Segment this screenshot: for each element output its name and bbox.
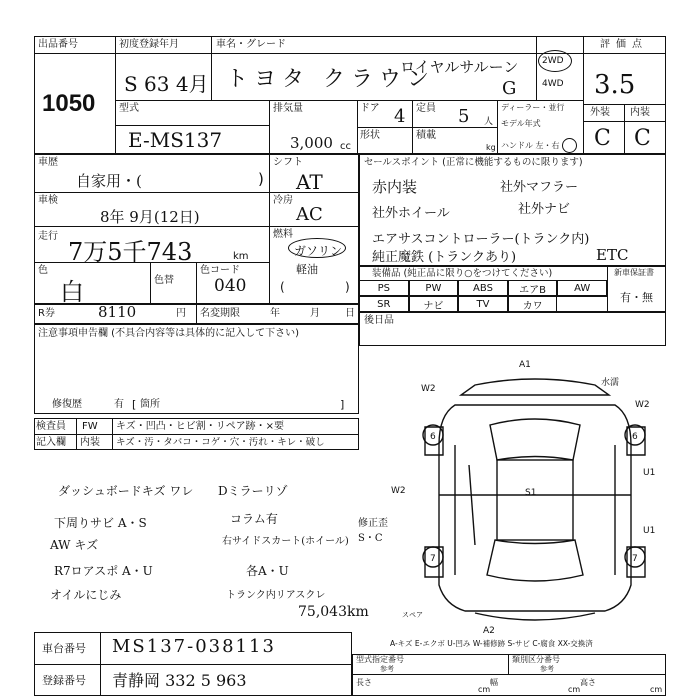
divider [269,154,270,304]
note-mileage: 75,043km [298,604,369,620]
equipment-item: PW [409,280,459,296]
divider [508,654,509,674]
model-value: E-MS137 [128,128,223,152]
model-label: 型式 [119,103,139,114]
shift-value: AT [296,170,323,194]
displacement-unit: cc [340,141,351,152]
repair-bracket: [ [132,398,137,411]
equipment-item: エアB [508,280,558,296]
model-year-label: モデル年式 [501,119,541,128]
equipment-item: ABS [458,280,508,296]
mark-7-left: 7 [430,554,436,564]
car-diagram [391,355,675,636]
roof [497,460,573,540]
equipment-item: TV [458,296,508,312]
lot-label: 出品番号 [38,39,78,50]
chassis-label: 車台番号 [42,642,86,655]
divider [624,104,625,154]
repair-value: 有 [114,399,124,410]
drive-circle [538,50,572,72]
mark-6-left: 6 [430,432,436,442]
rear-window [487,540,583,581]
equipment-item: カワ [508,296,558,312]
sales-item-muffler: 社外マフラー [500,180,579,195]
displacement-label: 排気量 [273,103,303,114]
divider [34,53,666,54]
interior-value: C [634,126,651,151]
divider [497,100,498,154]
sales-item-wheel: 社外ホイール [372,206,450,221]
car-outline-top [461,379,609,395]
name-change-label: 名変期限 [200,308,240,319]
history-close: ) [258,170,264,188]
mark-u1-a: U1 [643,468,656,478]
windshield [490,419,580,460]
divider [34,664,352,665]
type-spec-label: 型式指定番号 [356,655,404,664]
load-label: 積載 [416,130,436,141]
divider [269,100,270,154]
fuel-paren: ( [280,280,285,294]
history-value: 自家用・( [76,172,142,190]
mileage-unit: km [233,251,249,262]
note-rear-spoiler: R7ロアスポ A・U [54,564,153,578]
spare-label: スペア [402,611,423,619]
date-d: 日 [345,308,355,319]
inspection-value: 8年 9月(12日) [100,208,200,226]
mileage-value: 7万5千743 [68,238,193,266]
inspection-label: 車検 [38,195,58,206]
note-side: 修正歪 S・C [358,518,388,544]
note-oil: オイルにじみ [50,588,122,602]
mark-s1: S1 [525,488,537,498]
drive-4wd: 4WD [542,79,564,89]
divider [352,674,666,675]
rating-label: 評価点 [600,39,648,50]
load-unit: kg [486,143,496,152]
name-label: 車名・グレード [216,39,286,50]
note-trunk: トランク内リアスクレ [226,590,326,601]
divider [76,418,77,450]
divider [357,127,497,128]
width-unit: cm [568,685,581,694]
shift-label: シフト [273,157,303,168]
legend: A-キズ E-エクボ U-凹み W-補修跡 S-サビ C-腐食 XX-交換済 [390,639,593,648]
drive-2wd: 2WD [542,56,564,66]
mark-a1: A1 [519,360,531,370]
name-value: トヨタ クラウン [226,67,435,92]
history-label: 車歴 [38,157,58,168]
handle-label: ハンドル 左・右 [501,141,560,150]
height-label: 高さ [580,678,596,687]
shape-label: 形状 [360,130,380,141]
rating-value: 3.5 [594,70,636,100]
inspector-item-fw: FW [82,421,98,432]
divider [115,125,269,126]
divider [196,304,197,324]
displacement-value: 3,000 [290,134,333,152]
sales-label: セールスポイント (正常に機能するものに限ります) [364,157,583,168]
inspector-item-list: キズ・凹凸・ヒビ割・リペア跡・×要 [116,421,284,432]
sales-item-navi: 社外ナビ [518,202,571,217]
grade-value: ロイヤルサルーン [400,58,519,76]
mark-a2: A2 [483,626,495,636]
reg-value: 青静岡 332 5 963 [112,671,247,690]
rear-bumper [475,613,595,620]
repair-label: 修復歴 [52,399,82,410]
handle-right-circle [562,138,577,153]
equipment-item: SR [359,296,409,312]
date-y: 年 [270,308,280,319]
fuel-circle [288,238,346,258]
equipment-item: AW [557,280,607,296]
fuel-paren-close: ) [345,280,350,294]
sales-item-etc: ETC [596,246,629,264]
sales-item-genuine: 純正魔鉄 (トランクあり) [372,250,517,265]
ac-label: 冷房 [273,195,293,206]
exterior-label: 外装 [590,107,610,118]
capacity-value: 5 [458,106,470,127]
recycle-value: 8110 [98,303,137,321]
car-body [439,405,631,611]
mark-w2-b: W2 [635,400,650,410]
fuel-label: 燃料 [273,229,293,240]
dealer-label: ディーラー・並行 [501,103,565,112]
mark-w2-a: W2 [421,384,436,394]
divider [112,418,113,450]
divider [607,266,608,312]
capacity-unit: 人 [484,117,494,127]
divider [115,36,116,154]
chassis-value: MS137-038113 [112,636,276,657]
divider [115,100,583,101]
first-reg-label: 初度登録年月 [119,39,179,50]
divider [34,434,359,435]
recorder-item-interior: 内装 [80,437,100,448]
equipment-label: 装備品 (純正品に限り○をつけてください) [372,268,553,279]
doors-label: ドア [360,103,380,114]
equipment-item: PS [359,280,409,296]
note-underbody: 下周りサビ A・S [54,516,147,530]
fuel-value: ガソリン [294,244,343,258]
divider [211,36,212,100]
note-side-skirt: 右サイドスカート(ホイール) [222,536,349,547]
recorder-label: 記入欄 [36,437,66,448]
new-car-label: 新車保証書 [614,268,654,277]
ac-value: AC [296,204,323,225]
color-label: 色 [38,265,48,276]
reg-label: 登録番号 [42,674,86,687]
mark-7-right: 7 [632,554,638,564]
new-car-value: 有・無 [620,291,653,304]
divider [536,36,537,100]
height-unit: cm [650,685,663,694]
first-reg-value: S 63 4月 [124,72,209,96]
ref-2: 参考 [540,665,554,673]
width-label: 幅 [490,678,498,687]
backdate-frame [359,312,666,346]
repair-place: 箇所 [140,399,160,410]
sales-item-air-sus: エアサスコントローラー(トランク内) [372,232,590,247]
grade-g: G [502,78,517,99]
divider [100,632,101,696]
handwritten-notes [40,470,400,620]
divider [196,262,197,304]
divider [583,36,584,154]
note-dashboard: ダッシュボードキズ ワレ [58,484,194,498]
ref-1: 参考 [380,665,394,673]
color-code-value: 040 [214,276,247,296]
inspector-label: 検査員 [36,421,66,432]
note-each-au: 各A・U [246,564,289,578]
interior-label: 内装 [630,107,650,118]
fuel-light-oil: 軽油 [296,263,318,276]
note-column: コラム有 [230,512,278,526]
recycle-label: R券 [38,308,55,319]
length-label: 長さ [356,678,372,687]
backdate-label: 後日品 [364,315,394,326]
lot-number: 1050 [42,90,96,117]
note-d-mirror: Dミラーリゾ [218,484,288,498]
note-aw: AW キズ [50,538,99,552]
mark-6-right: 6 [632,432,638,442]
exterior-value: C [594,126,611,151]
repair-bracket-close: ] [340,398,345,411]
color-change-label: 色替 [154,275,174,286]
mileage-label: 走行 [38,231,58,242]
date-m: 月 [310,308,320,319]
capacity-label: 定員 [416,103,436,114]
mark-water: 水濡 [601,378,620,388]
color-value: 白 [60,278,84,306]
mark-u1-b: U1 [643,526,656,536]
recorder-item-list: キズ・汚・タバコ・コゲ・穴・汚れ・キレ・破し [116,437,325,448]
caution-label: 注意事項申告欄 (不具合内容等は具体的に記入して下さい) [38,328,299,339]
recycle-unit: 円 [176,308,186,319]
length-unit: cm [478,685,491,694]
sales-item-red-interior: 赤内装 [372,178,418,196]
class-label: 類別区分番号 [512,655,560,664]
equipment-item: ナビ [409,296,459,312]
divider [34,192,269,193]
doors-value: 4 [394,106,406,127]
mark-w2-c: W2 [391,486,406,496]
divider [150,262,151,304]
color-code-label: 色コード [200,265,240,276]
